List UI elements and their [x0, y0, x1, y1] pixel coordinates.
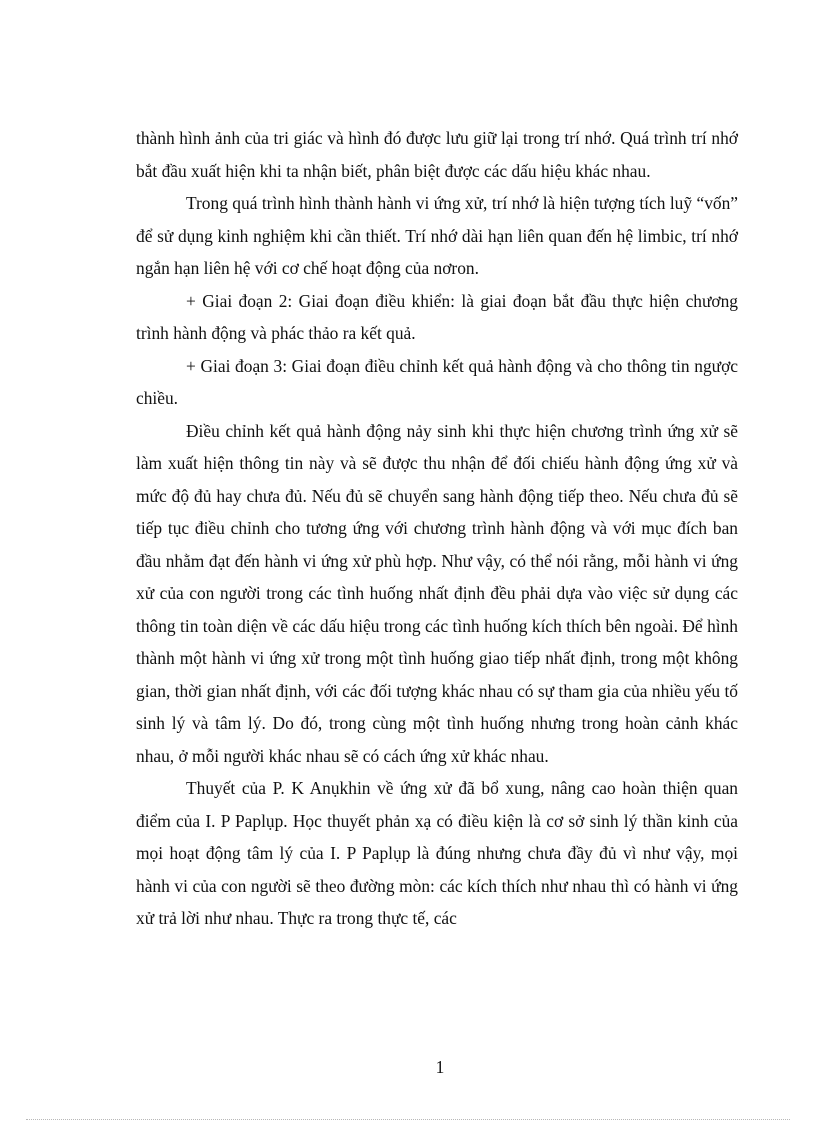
paragraph-6: Thuyết của P. K Anụkhin về ứng xử đã bổ xung, nâng cao hoàn thiện quan điểm của I. P Paplụp. Học thuyết phản xạ có điều kiện là cơ sở sinh lý thần kinh của mọi hoạt động tâm lý của I. P Paplụp là đúng nhưng chưa đầy đủ vì như vậy, mọi hành vi của con người sẽ theo đường mòn: các kích thích như nhau thì có hành vi ứng xử trả lời như nhau. Thực ra trong thực tế, các [136, 778, 738, 928]
paragraph-4: + Giai đoạn 3: Giai đoạn điều chỉnh kết quả hành động và cho thông tin ngược chiều. [136, 355, 738, 408]
page-bottom-divider [26, 1119, 790, 1120]
paragraph-1: thành hình ảnh của tri giác và hình đó được lưu giữ lại trong trí nhớ. Quá trình trí nhớ bắt đầu xuất hiện khi ta nhận biết, phân biệt được các dấu hiệu khác nhau. [136, 128, 738, 181]
paragraph-3: + Giai đoạn 2: Giai đoạn điều khiển: là giai đoạn bắt đầu thực hiện chương trình hành động và phác thảo ra kết quả. [136, 290, 738, 343]
paragraph-2: Trong quá trình hình thành hành vi ứng xử, trí nhớ là hiện tượng tích luỹ “vốn” để sử dụng kinh nghiệm khi cần thiết. Trí nhớ dài hạn liên quan đến hệ limbic, trí nhớ ngắn hạn liên hệ với cơ chế hoạt động của nơron. [136, 193, 738, 278]
body-text [136, 122, 738, 935]
paragraph-5: Điều chỉnh kết quả hành động nảy sinh khi thực hiện chương trình ứng xử sẽ làm xuất hiện thông tin này và sẽ được thu nhận để đối chiếu hành động ứng xử và mức độ đủ hay chưa đủ. Nếu đủ sẽ chuyển sang hành động tiếp theo. Nếu chưa đủ sẽ tiếp tục điều chỉnh cho tương ứng với chương trình hành động và với mục đích ban đầu nhằm đạt đến hành vi ứng xử phù hợp. Như vậy, có thể nói rằng, mỗi hành vi ứng xử của con người trong các tình huống nhất định đều phải dựa vào việc sử dụng các thông tin toàn diện về các dấu hiệu trong các tình huống kích thích bên ngoài. Để hình thành một hành vi ứng xử trong một tình huống giao tiếp nhất định, trong một không gian, thời gian nhất định, với các đối tượng khác nhau có sự tham gia của nhiều yếu tố sinh lý và tâm lý. Do đó, trong cùng một tình huống nhưng trong hoàn cảnh khác nhau, ở mỗi người khác nhau sẽ có cách ứng xử khác nhau. [136, 420, 738, 766]
page-number: 1 [435, 1057, 445, 1077]
